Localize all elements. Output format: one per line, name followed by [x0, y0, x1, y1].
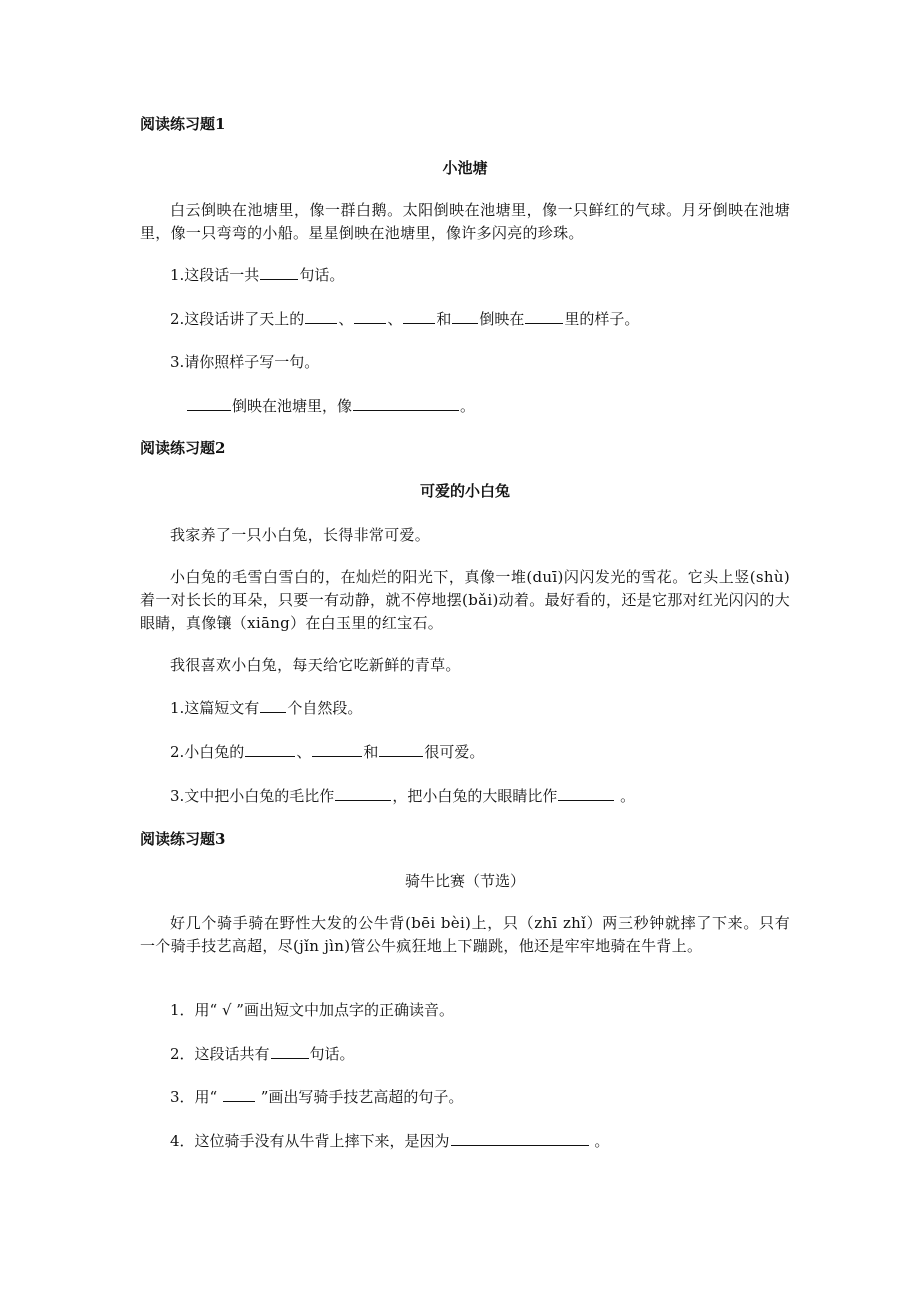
exercise-1-question-1: 1.这段话一共 句话。 [170, 266, 345, 284]
exercise-1-question-2: 2.这段话讲了天上的 、 、 和 倒映在 里的样子。 [170, 310, 640, 328]
answer-blank[interactable] [452, 309, 478, 324]
exercise-2-paragraph-3: 我很喜欢小白兔，每天给它吃新鲜的青草。 [170, 656, 461, 674]
answer-blank[interactable] [403, 309, 435, 324]
exercise-1-title: 小池塘 [442, 159, 488, 177]
exercise-2-question-3: 3.文中把小白兔的毛比作 ，把小白兔的大眼睛比作 。 [170, 787, 636, 805]
answer-blank[interactable] [245, 742, 295, 757]
answer-blank[interactable] [451, 1131, 589, 1146]
answer-blank[interactable] [260, 265, 298, 280]
exercise-3-question-1: 1．用“ √ ”画出短文中加点字的正确读音。 [170, 1001, 454, 1019]
exercise-3-passage: 好几个骑手骑在野性大发的公牛背(bēi bèi)上，只（zhī zhǐ）两三秒钟就摔了下来。只有一个骑手技艺高超，尽(jǐn jìn)管公牛疯狂地上下蹦跳，他还是牢牢地骑在牛背上。 [140, 914, 790, 955]
exercise-1-question-3-line: 倒映在池塘里，像 。 [186, 396, 806, 416]
answer-blank[interactable] [525, 309, 563, 324]
exercise-3-heading: 阅读练习题3 [140, 830, 226, 848]
underline-mark-sample [223, 1087, 255, 1102]
answer-blank[interactable] [187, 396, 231, 411]
answer-blank[interactable] [354, 309, 386, 324]
exercise-2-title: 可爱的小白兔 [419, 482, 510, 500]
answer-blank[interactable] [271, 1044, 309, 1059]
answer-blank[interactable] [312, 742, 362, 757]
answer-blank[interactable] [305, 309, 337, 324]
exercise-2-heading: 阅读练习题2 [140, 439, 226, 457]
exercise-2-paragraph-2: 小白兔的毛雪白雪白的，在灿烂的阳光下，真像一堆(duī)闪闪发光的雪花。它头上竖(shù)着一对长长的耳朵，只要一有动静，就不停地摆(bǎi)动着。最好看的，还是它那对红光闪闪的大眼睛，真像镶（xiāng）在白玉里的红宝石。 [140, 568, 790, 632]
exercise-3-question-2: 2．这段话共有 句话。 [170, 1045, 355, 1063]
exercise-3-question-4: 4．这位骑手没有从牛背上摔下来，是因为 。 [170, 1132, 610, 1150]
exercise-2-question-1: 1.这篇短文有 个自然段。 [170, 699, 363, 717]
exercise-3-question-3: 3．用“ ”画出写骑手技艺高超的句子。 [170, 1088, 464, 1106]
exercise-1-heading: 阅读练习题1 [140, 115, 226, 133]
exercise-2-question-2: 2.小白兔的 、 和 很可爱。 [170, 743, 485, 761]
exercise-1-question-3: 3.请你照样子写一句。 [170, 353, 320, 371]
answer-blank[interactable] [558, 786, 614, 801]
exercise-2-paragraph-1: 我家养了一只小白兔，长得非常可爱。 [170, 526, 431, 544]
exercise-1-passage: 白云倒映在池塘里，像一群白鹅。太阳倒映在池塘里，像一只鲜红的气球。月牙倒映在池塘里，像一只弯弯的小船。星星倒映在池塘里，像许多闪亮的珍珠。 [140, 201, 790, 242]
answer-blank[interactable] [353, 396, 459, 411]
answer-blank[interactable] [379, 742, 423, 757]
answer-blank[interactable] [335, 786, 391, 801]
answer-blank[interactable] [260, 698, 286, 713]
exercise-3-title: 骑牛比赛（节选） [404, 872, 525, 890]
